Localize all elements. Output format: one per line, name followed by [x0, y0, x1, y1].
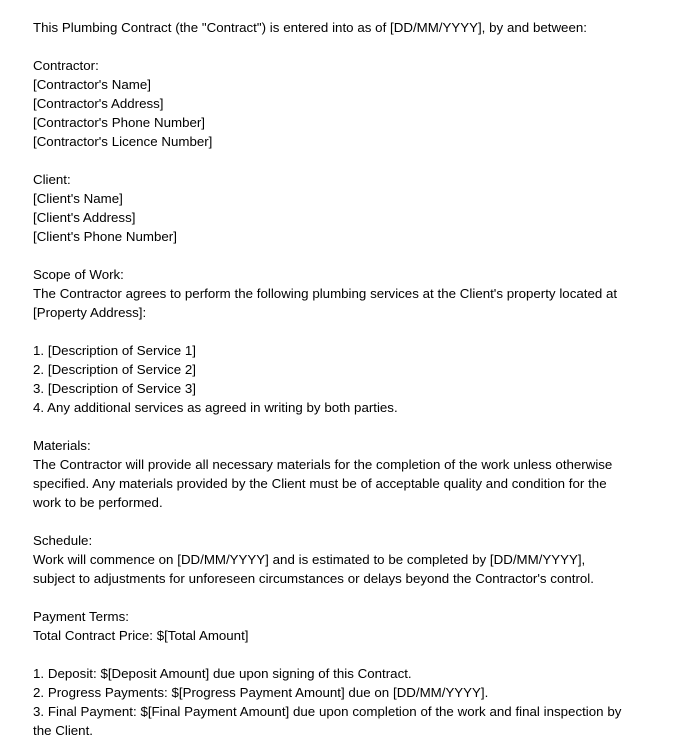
scope-of-work-heading: Scope of Work:: [33, 267, 124, 282]
payment-item-1: 1. Deposit: $[Deposit Amount] due upon signing of this Contract.: [33, 666, 412, 681]
services-list: [33, 341, 628, 417]
scope-of-work-body: The Contractor agrees to perform the following plumbing services at the Client's property located at [Property Address]:: [33, 286, 618, 320]
scope-of-work-block: [33, 265, 628, 322]
payment-list: [33, 664, 628, 740]
intro-paragraph: [33, 18, 628, 37]
service-item-3: 3. [Description of Service 3]: [33, 381, 196, 396]
client-block: [33, 170, 628, 246]
materials-block: [33, 436, 628, 512]
client-name-line: [Client's Name]: [33, 191, 123, 206]
contractor-block: [33, 56, 628, 151]
payment-terms-heading: Payment Terms:: [33, 609, 129, 624]
materials-heading: Materials:: [33, 438, 91, 453]
service-item-1: 1. [Description of Service 1]: [33, 343, 196, 358]
client-heading: Client:: [33, 172, 71, 187]
client-phone-line: [Client's Phone Number]: [33, 229, 177, 244]
document-body: [33, 18, 628, 740]
contractor-address-line: [Contractor's Address]: [33, 96, 164, 111]
schedule-body: Work will commence on [DD/MM/YYYY] and is estimated to be completed by [DD/MM/YYYY], subject to adjustments for unforeseen circumstances or delays beyond the Contractor's control.: [33, 552, 594, 586]
total-contract-price-line: Total Contract Price: $[Total Amount]: [33, 628, 249, 643]
contractor-name-line: [Contractor's Name]: [33, 77, 151, 92]
schedule-block: [33, 531, 628, 588]
schedule-heading: Schedule:: [33, 533, 93, 548]
service-item-2: 2. [Description of Service 2]: [33, 362, 196, 377]
service-item-4: 4. Any additional services as agreed in writing by both parties.: [33, 400, 398, 415]
contractor-phone-line: [Contractor's Phone Number]: [33, 115, 205, 130]
materials-body: The Contractor will provide all necessary materials for the completion of the work unless otherwise specified. Any materials provided by the Client must be of acceptable quality and condition for the work to be performed.: [33, 457, 613, 510]
intro-line: This Plumbing Contract (the "Contract") is entered into as of [DD/MM/YYYY], by and between:: [33, 20, 587, 35]
contractor-licence-line: [Contractor's Licence Number]: [33, 134, 213, 149]
payment-item-3: 3. Final Payment: $[Final Payment Amount] due upon completion of the work and final inspection by the Client.: [33, 704, 622, 738]
contractor-heading: Contractor:: [33, 58, 99, 73]
client-address-line: [Client's Address]: [33, 210, 136, 225]
payment-item-2: 2. Progress Payments: $[Progress Payment Amount] due on [DD/MM/YYYY].: [33, 685, 489, 700]
payment-terms-block: [33, 607, 628, 645]
